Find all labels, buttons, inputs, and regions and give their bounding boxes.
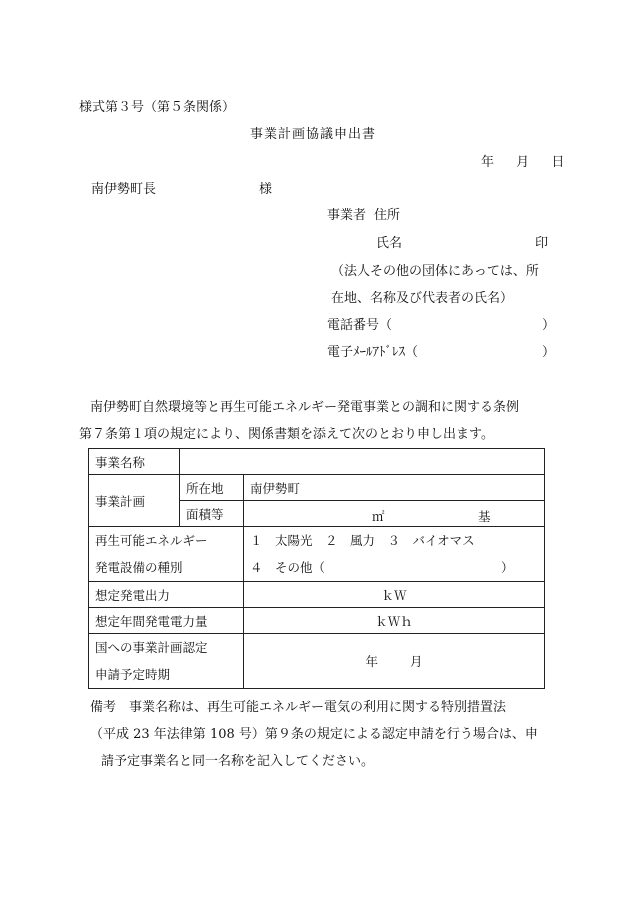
addressee-honorific: 様: [259, 182, 273, 197]
certification-value[interactable]: [244, 634, 545, 689]
body-text-line2: 第７条第１項の規定により、関係書類を添えて次のとおり申し出ます。: [79, 427, 494, 442]
document-title: 事業計画協議申出書: [250, 127, 377, 142]
certification-label-line1: 国への事業計画認定: [95, 640, 208, 655]
project-table: [88, 448, 545, 689]
date-month: 月: [516, 155, 530, 170]
area-label: 面積等: [180, 501, 244, 527]
annual-generation-label: 想定年間発電電力量: [89, 608, 244, 634]
location-value[interactable]: 南伊勢町: [244, 475, 545, 501]
output-value[interactable]: [244, 582, 545, 608]
table-row: [89, 475, 545, 501]
certification-label: [89, 634, 244, 689]
equipment-options-close: ）: [501, 560, 514, 575]
remark-line3: 請予定事業名と同一名称を記入してください。: [101, 754, 375, 769]
equipment-options-line2: ４ その他（: [250, 560, 326, 575]
date-day: 日: [551, 155, 565, 170]
equipment-label: [89, 527, 244, 582]
equipment-options-line1: １ 太陽光 ２ 風力 ３ バイオマス: [250, 533, 475, 548]
addressee-name: 南伊勢町長: [91, 182, 157, 197]
output-label: 想定発電出力: [89, 582, 244, 608]
body-text-line1: 南伊勢町自然環境等と再生可能エネルギー発電事業との調和に関する条例: [90, 400, 520, 415]
remark-line2: （平成 23 年法律第 108 号）第９条の規定による認定申請を行う場合は、申: [90, 727, 538, 742]
corp-note-line2: 在地、名称及び代表者の氏名）: [331, 291, 514, 306]
equipment-label-line1: 再生可能エネルギー: [95, 533, 208, 548]
annual-generation-unit: ｋＷｈ: [375, 613, 413, 629]
email-label: 電子ﾒｰﾙｱﾄﾞﾚｽ（: [327, 345, 419, 360]
output-unit: ｋＷ: [381, 587, 407, 603]
phone-close: ）: [542, 318, 556, 333]
project-plan-label: 事業計画: [89, 475, 180, 527]
table-row: [89, 449, 545, 475]
name-label: 氏名: [376, 236, 403, 251]
area-value[interactable]: [244, 501, 545, 527]
phone-label: 電話番号（: [327, 318, 393, 333]
annual-generation-value[interactable]: [244, 608, 545, 634]
corp-note-line1: （法人その他の団体にあっては、所: [331, 264, 539, 279]
seal-mark: 印: [535, 236, 549, 251]
equipment-label-line2: 発電設備の種別: [95, 560, 183, 575]
certification-label-line2: 申請予定時期: [95, 667, 171, 682]
table-row: [89, 527, 545, 582]
form-number: 様式第３号（第５条関係）: [79, 100, 236, 115]
equipment-options[interactable]: [244, 527, 545, 582]
location-label: 所在地: [180, 475, 244, 501]
table-row: [89, 634, 545, 689]
project-name-label: 事業名称: [89, 449, 180, 475]
table-row: [89, 582, 545, 608]
date-year: 年: [481, 155, 495, 170]
area-unit-ki: 基: [478, 509, 491, 524]
table-row: [89, 608, 545, 634]
certification-month: 月: [409, 654, 423, 669]
address-label: 住所: [374, 208, 401, 223]
addressee: [91, 182, 273, 197]
date-line: [481, 156, 564, 169]
remark-line1: 備考 事業名称は、再生可能エネルギー電気の利用に関する特別措置法: [90, 700, 507, 715]
certification-year: 年: [365, 654, 378, 669]
project-name-value[interactable]: [180, 449, 545, 475]
area-unit-m2: ㎡: [372, 509, 385, 524]
email-close: ）: [542, 345, 556, 360]
applicant-label: 事業者: [327, 208, 367, 223]
